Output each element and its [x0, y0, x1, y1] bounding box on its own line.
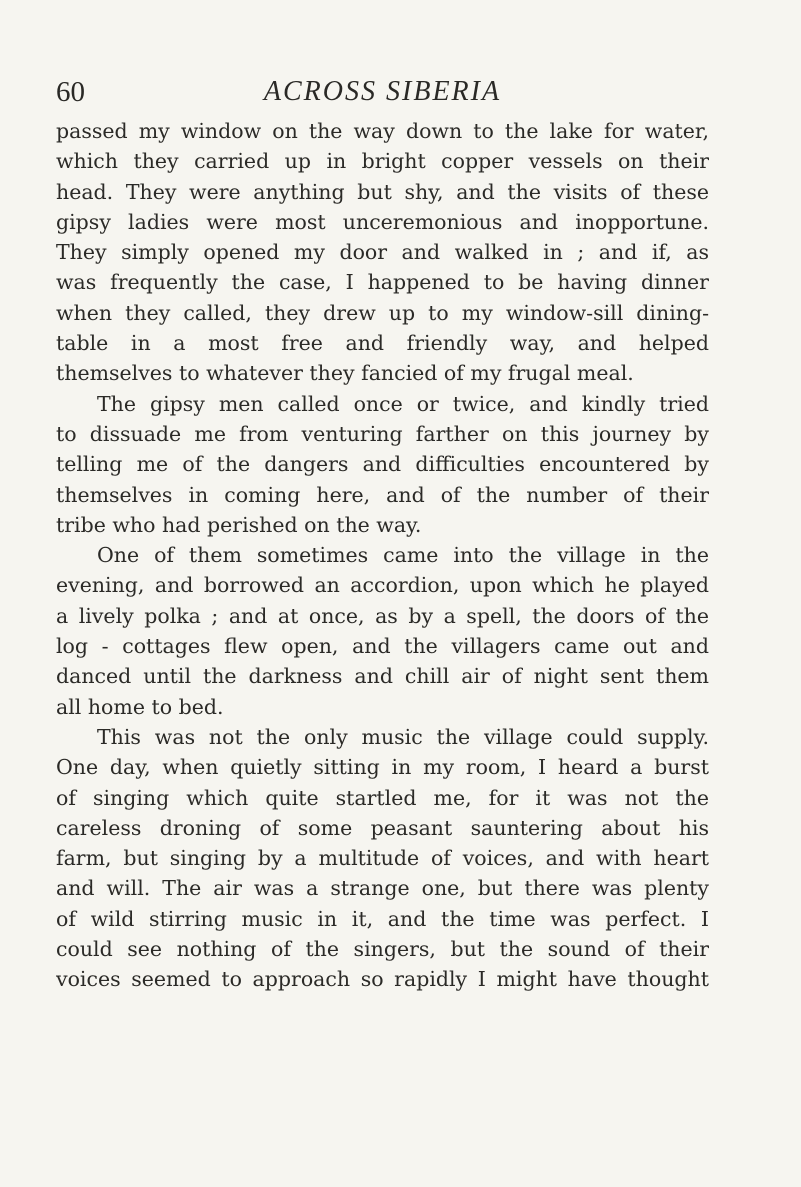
text-line: themselves to whatever they fancied of my frugal meal. — [56, 361, 634, 386]
page-number: 60 — [56, 76, 85, 108]
text-line: passed my window on the way down to the lake for water, — [56, 119, 709, 143]
text-line: The gipsy men called once or twice, and kindly tried — [97, 391, 709, 416]
text-line: tribe who had perished on the way. — [56, 512, 422, 537]
text-line: They simply opened my door and walked in ; and if, as — [56, 240, 709, 265]
body-text — [56, 116, 709, 995]
text-line: voices seemed to approach so rapidly I might have thought — [56, 967, 709, 992]
text-line: could see nothing of the singers, but the sound of their — [56, 937, 709, 962]
text-line: danced until the darkness and chill air of night sent them — [56, 664, 709, 689]
text-line: all home to bed. — [56, 694, 224, 719]
text-line: One day, when quietly sitting in my room, I heard a burst — [56, 755, 709, 780]
text-line: of wild stirring music in it, and the time was perfect. I — [56, 906, 709, 931]
text-line: evening, and borrowed an accordion, upon which he played — [56, 573, 709, 598]
running-title: ACROSS SIBERIA — [263, 76, 502, 107]
text-line: log - cottages flew open, and the villagers came out and — [56, 634, 709, 659]
text-line: telling me of the dangers and difficulties encountered by — [56, 452, 709, 477]
text-line: to dissuade me from venturing farther on this journey by — [56, 421, 709, 446]
text-line: gipsy ladies were most unceremonious and inopportune. — [56, 209, 709, 234]
text-line: head. They were anything but shy, and the visits of these — [56, 179, 709, 204]
text-line: was frequently the case, I happened to be having dinner — [56, 270, 709, 295]
text-line: themselves in coming here, and of the number of their — [56, 482, 709, 507]
text-line: This was not the only music the village could supply. — [97, 724, 709, 749]
text-line: a lively polka ; and at once, as by a spell, the doors of the — [56, 603, 709, 628]
text-line: when they called, they drew up to my window-sill dining- — [56, 300, 709, 325]
text-line: One of them sometimes came into the village in the — [97, 543, 709, 568]
text-line: and will. The air was a strange one, but there was plenty — [56, 876, 709, 901]
text-line: careless droning of some peasant sauntering about his — [56, 815, 709, 840]
text-line: which they carried up in bright copper vessels on their — [56, 149, 709, 174]
text-line: farm, but singing by a multitude of voices, and with heart — [56, 846, 709, 871]
text-line: table in a most free and friendly way, and helped — [56, 331, 709, 356]
text-line: of singing which quite startled me, for it was not the — [56, 785, 709, 810]
page-header — [56, 76, 709, 116]
